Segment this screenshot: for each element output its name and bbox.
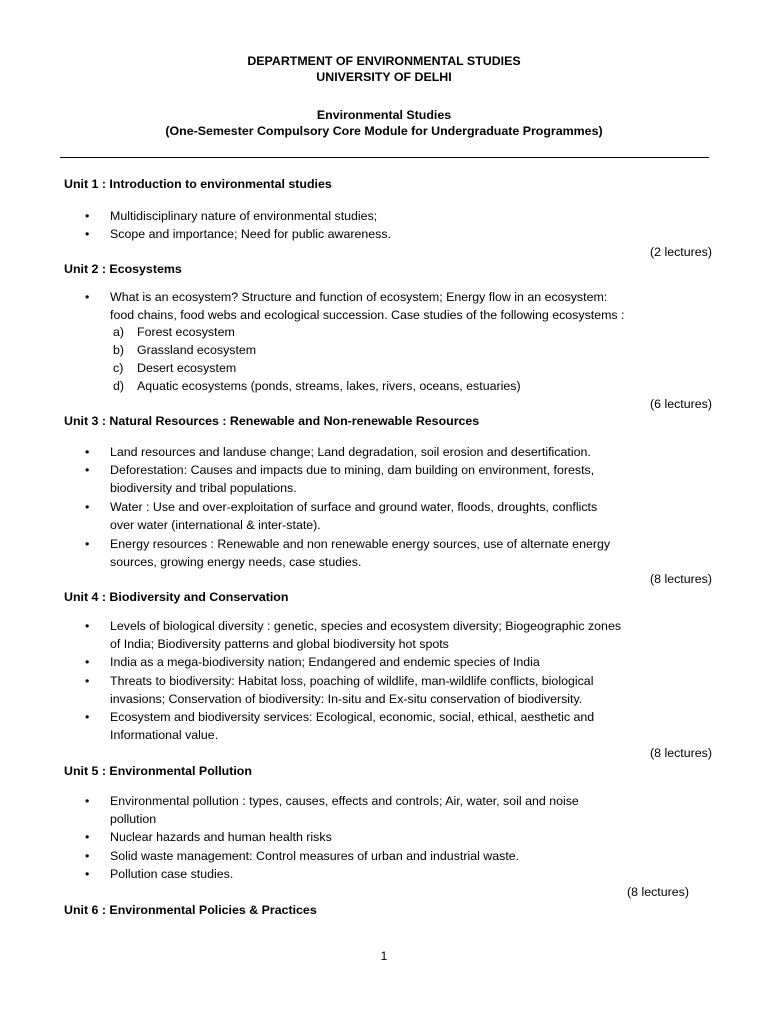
unit-heading: Unit 5 : Environmental Pollution (64, 764, 252, 778)
bullet-text: Water : Use and over-exploitation of surface and ground water, floods, droughts, conflicts (110, 500, 598, 514)
bullet-text: biodiversity and tribal populations. (110, 481, 297, 495)
bullet-text: Threats to biodiversity: Habitat loss, poaching of wildlife, man-wildlife conflicts, biological (110, 674, 594, 688)
bullet-text: Energy resources : Renewable and non renewable energy sources, use of alternate energy (110, 537, 611, 551)
bullet-text: Multidisciplinary nature of environmental studies; (110, 209, 378, 223)
lecture-count: (8 lectures) (650, 572, 712, 586)
bullet-text: Nuclear hazards and human health risks (110, 830, 332, 844)
unit-heading: Unit 6 : Environmental Policies & Practices (64, 903, 317, 917)
bullet-dot-icon: • (85, 209, 90, 223)
bullet-dot-icon: • (85, 463, 90, 477)
bullet-dot-icon: • (85, 445, 90, 459)
bullet-dot-icon: • (85, 537, 90, 551)
bullet-text: India as a mega-biodiversity nation; Endangered and endemic species of India (110, 655, 540, 669)
subitem-marker: d) (113, 379, 125, 393)
bullet-text: pollution (110, 812, 157, 826)
bullet-text: What is an ecosystem? Structure and function of ecosystem; Energy flow in an ecosystem: (110, 290, 608, 304)
department-heading: DEPARTMENT OF ENVIRONMENTAL STUDIES (247, 54, 521, 68)
bullet-text: food chains, food webs and ecological succession. Case studies of the following ecosystems : (110, 308, 625, 322)
unit-heading: Unit 2 : Ecosystems (64, 262, 182, 276)
bullet-text: Scope and importance; Need for public awareness. (110, 227, 392, 241)
unit-heading: Unit 4 : Biodiversity and Conservation (64, 590, 289, 604)
bullet-text: Solid waste management: Control measures of urban and industrial waste. (110, 849, 520, 863)
subitem-text: Forest ecosystem (137, 325, 235, 339)
page-number: 1 (380, 949, 388, 963)
header-divider (60, 157, 709, 158)
bullet-dot-icon: • (85, 867, 90, 881)
bullet-text: Pollution case studies. (110, 867, 234, 881)
bullet-dot-icon: • (85, 290, 90, 304)
bullet-dot-icon: • (85, 710, 90, 724)
subitem-marker: b) (113, 343, 125, 357)
subitem-marker: c) (113, 361, 124, 375)
bullet-text: Deforestation: Causes and impacts due to mining, dam building on environment, forests, (110, 463, 595, 477)
subitem-marker: a) (113, 325, 125, 339)
bullet-text: of India; Biodiversity patterns and global biodiversity hot spots (110, 637, 449, 651)
bullet-dot-icon: • (85, 674, 90, 688)
course-title: Environmental Studies (316, 108, 452, 122)
bullet-text: Informational value. (110, 728, 219, 742)
lecture-count: (8 lectures) (627, 885, 689, 899)
bullet-text: Environmental pollution : types, causes, effects and controls; Air, water, soil and noise (110, 794, 579, 808)
bullet-text: over water (international & inter-state). (110, 518, 321, 532)
bullet-text: sources, growing energy needs, case studies. (110, 555, 362, 569)
bullet-dot-icon: • (85, 655, 90, 669)
bullet-text: Land resources and landuse change; Land degradation, soil erosion and desertification. (110, 445, 591, 459)
bullet-text: invasions; Conservation of biodiversity: In-situ and Ex-situ conservation of biodiversity. (110, 692, 583, 706)
bullet-dot-icon: • (85, 500, 90, 514)
bullet-dot-icon: • (85, 830, 90, 844)
course-subtitle: (One-Semester Compulsory Core Module for Undergraduate Programmes) (165, 124, 603, 138)
subitem-text: Grassland ecosystem (137, 343, 257, 357)
bullet-text: Levels of biological diversity : genetic, species and ecosystem diversity; Biogeographic zones (110, 619, 622, 633)
university-heading: UNIVERSITY OF DELHI (316, 70, 452, 84)
bullet-dot-icon: • (85, 794, 90, 808)
unit-heading: Unit 1 : Introduction to environmental studies (64, 177, 332, 191)
bullet-dot-icon: • (85, 849, 90, 863)
lecture-count: (6 lectures) (650, 397, 712, 411)
bullet-dot-icon: • (85, 227, 90, 241)
subitem-text: Desert ecosystem (137, 361, 237, 375)
bullet-text: Ecosystem and biodiversity services: Ecological, economic, social, ethical, aesthetic and (110, 710, 595, 724)
bullet-dot-icon: • (85, 619, 90, 633)
lecture-count: (8 lectures) (650, 746, 712, 760)
subitem-text: Aquatic ecosystems (ponds, streams, lakes, rivers, oceans, estuaries) (137, 379, 521, 393)
lecture-count: (2 lectures) (650, 245, 712, 259)
unit-heading: Unit 3 : Natural Resources : Renewable and Non-renewable Resources (64, 414, 480, 428)
